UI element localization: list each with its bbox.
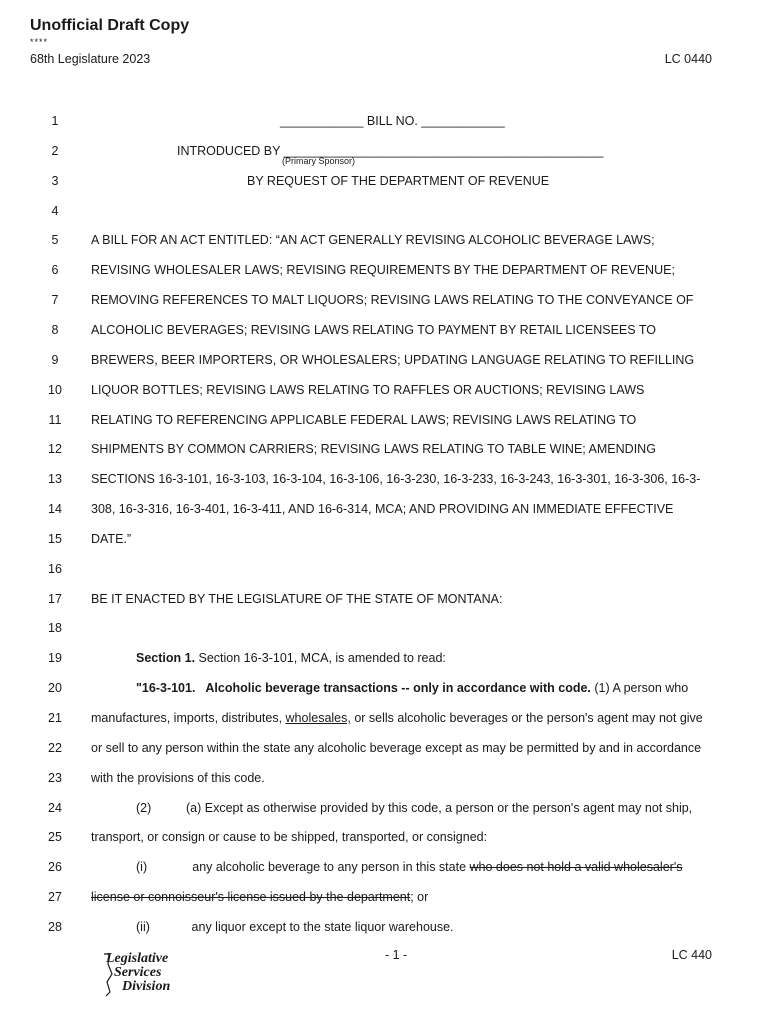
line-text: manufactures, imports, distributes,: [91, 711, 286, 725]
primary-sponsor-note: (Primary Sponsor): [282, 156, 356, 166]
line-text: with the provisions of this code.: [91, 771, 265, 785]
legislative-services-logo: [100, 950, 190, 1000]
line-text: (ii) any liquor except to the state liquor warehouse.: [136, 920, 454, 934]
legislature-label: 68th Legislature 2023: [30, 52, 151, 66]
line-text: BREWERS, BEER IMPORTERS, OR WHOLESALERS; UPDATING LANGUAGE RELATING TO REFILLING: [91, 353, 695, 367]
line-number: 6: [51, 263, 59, 277]
line-number: 14: [48, 502, 62, 516]
bill-line: [91, 711, 703, 725]
bill-line: [91, 263, 675, 277]
bill-line: [91, 233, 655, 247]
bill-line: [91, 413, 636, 427]
line-text: "16-3-101. Alcoholic beverage transactions -- only in accordance with code.: [136, 681, 591, 695]
line-text: (2) (a) Except as otherwise provided by this code, a person or the person's agent may not ship,: [136, 801, 693, 815]
bill-line: [280, 114, 505, 128]
line-number: 10: [48, 383, 62, 397]
line-text: ____________ BILL NO. ____________: [280, 114, 505, 128]
bill-line: [91, 502, 673, 516]
bill-line: [91, 592, 502, 606]
line-text: or sell to any person within the state any alcoholic beverage except as may be permitted by and in accordance: [91, 741, 702, 755]
line-number: 11: [48, 413, 62, 427]
line-text: BE IT ENACTED BY THE LEGISLATURE OF THE STATE OF MONTANA:: [91, 592, 503, 606]
line-number: 1: [51, 114, 59, 128]
bill-line: [247, 174, 549, 188]
line-number: 9: [51, 353, 59, 367]
line-text: (i) any alcoholic beverage to any person in this state: [136, 860, 470, 874]
bill-line: [136, 860, 682, 874]
lc-number: LC 0440: [664, 52, 712, 66]
bill-line: [91, 890, 428, 904]
line-text: BY REQUEST OF THE DEPARTMENT OF REVENUE: [247, 174, 550, 188]
line-text: (1) A person who: [590, 681, 689, 695]
line-number: 12: [48, 442, 62, 456]
line-text: Section 1.: [136, 651, 196, 665]
line-number: 19: [48, 651, 62, 665]
line-text: 308, 16-3-316, 16-3-401, 16-3-411, AND 16-6-314, MCA; AND PROVIDING AN IMMEDIATE EFFECTIVE: [91, 502, 674, 516]
line-number: 7: [51, 293, 59, 307]
line-text: Section 16-3-101, MCA, is amended to read:: [195, 651, 446, 665]
line-text: REMOVING REFERENCES TO MALT LIQUORS; REVISING LAWS RELATING TO THE CONVEYANCE OF: [91, 293, 694, 307]
bill-line: [136, 651, 446, 665]
line-number: 3: [51, 174, 59, 188]
line-text: INTRODUCED BY ______________________________________________: [177, 144, 604, 158]
inserted-text: wholesales,: [285, 711, 351, 725]
line-text: ALCOHOLIC BEVERAGES; REVISING LAWS RELATING TO PAYMENT BY RETAIL LICENSEES TO: [91, 323, 656, 337]
line-number: 8: [51, 323, 59, 337]
bill-line: [91, 293, 693, 307]
document-title: Unofficial Draft Copy: [30, 17, 190, 34]
bill-line: [177, 144, 604, 158]
bill-line: [91, 532, 131, 546]
bill-line: [91, 472, 700, 486]
line-number: 18: [48, 621, 62, 635]
bill-line: [91, 442, 656, 456]
logo-line-3: Division: [122, 979, 171, 994]
bill-line: [91, 323, 656, 337]
bill-line: [91, 353, 694, 367]
line-number: 17: [48, 592, 62, 606]
line-text: LIQUOR BOTTLES; REVISING LAWS RELATING TO RAFFLES OR AUCTIONS; REVISING LAWS: [91, 383, 645, 397]
line-text: transport, or consign or cause to be shipped, transported, or consigned:: [91, 830, 488, 844]
page-number: - 1 -: [385, 948, 408, 962]
logo-line-1: Legislative: [106, 951, 169, 966]
line-number: 26: [48, 860, 62, 874]
line-text: or sells alcoholic beverages or the person's agent may not give: [350, 711, 703, 725]
line-number: 13: [48, 472, 62, 486]
line-number: 5: [51, 233, 59, 247]
footer-lc-number: LC 440: [671, 948, 712, 962]
line-number: 28: [48, 920, 62, 934]
line-text: DATE.”: [91, 532, 132, 546]
bill-line: [136, 681, 688, 695]
line-text: RELATING TO REFERENCING APPLICABLE FEDERAL LAWS; REVISING LAWS RELATING TO: [91, 413, 637, 427]
line-text: A BILL FOR AN ACT ENTITLED: “AN ACT GENERALLY REVISING ALCOHOLIC BEVERAGE LAWS;: [91, 233, 655, 247]
bill-line: [91, 383, 644, 397]
line-number: 20: [48, 681, 62, 695]
bill-line: [91, 771, 265, 785]
line-text: ; or: [410, 890, 429, 904]
line-number: 2: [51, 144, 59, 158]
line-number: 16: [48, 562, 62, 576]
line-number: 24: [48, 801, 62, 815]
struck-text: license or connoisseur's license issued by the department: [91, 890, 411, 904]
line-number: 23: [48, 771, 62, 785]
line-number: 4: [51, 204, 59, 218]
line-number: 27: [48, 890, 62, 904]
line-text: REVISING WHOLESALER LAWS; REVISING REQUIREMENTS BY THE DEPARTMENT OF REVENUE;: [91, 263, 675, 277]
bill-line: [91, 830, 487, 844]
draft-stars: ****: [30, 37, 49, 47]
line-text: SHIPMENTS BY COMMON CARRIERS; REVISING LAWS RELATING TO TABLE WINE; AMENDING: [91, 442, 656, 456]
line-number: 15: [48, 532, 62, 546]
logo-line-2: Services: [114, 965, 162, 980]
struck-text: who does not hold a valid wholesaler's: [469, 860, 683, 874]
line-number: 21: [48, 711, 62, 725]
bill-line: [136, 801, 692, 815]
line-number: 22: [48, 741, 62, 755]
line-number: 25: [48, 830, 62, 844]
bill-line: [136, 920, 454, 934]
line-text: SECTIONS 16-3-101, 16-3-103, 16-3-104, 16-3-106, 16-3-230, 16-3-233, 16-3-243, 16-3-301, 16-3-306, 16-3-: [91, 472, 701, 486]
bill-line: [91, 741, 701, 755]
